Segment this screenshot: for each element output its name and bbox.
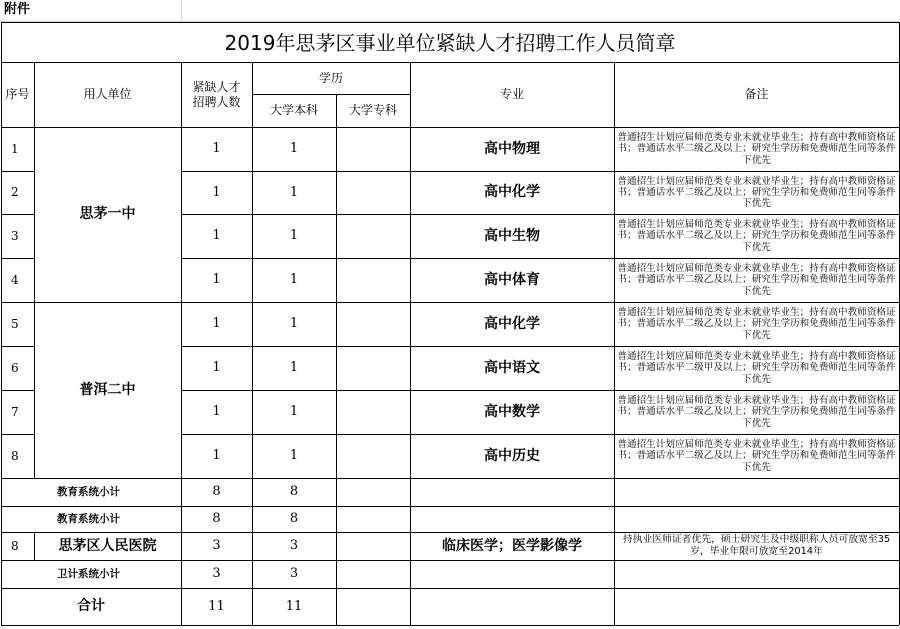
- grid-line: [614, 390, 615, 434]
- row-note: 普通招生计划应届师范类专业未就业毕业生；持有高中教师资格证书；普通话水平二级乙及以上；研究生学历和免费师范生同等条件下优先: [617, 175, 896, 210]
- grid-line: [252, 560, 253, 588]
- grid-line: [410, 560, 411, 588]
- grid-line: [410, 62, 411, 127]
- grid-line: [336, 171, 337, 214]
- grid-line: [1, 127, 899, 128]
- row-college: [336, 434, 410, 478]
- row-college: [336, 258, 410, 302]
- grid-line: [1, 588, 899, 589]
- grid-line: [614, 171, 615, 214]
- subtotal-bachelor: 3: [289, 566, 299, 582]
- grid-line: [410, 588, 411, 625]
- row-index: 3: [11, 228, 19, 243]
- grid-line: [252, 506, 253, 532]
- grid-line: [1, 506, 899, 507]
- grid-line: [34, 302, 35, 346]
- row-index: 1: [11, 141, 19, 156]
- row-index: 8: [11, 448, 19, 463]
- grid-line: [181, 214, 899, 215]
- grid-line: [614, 346, 615, 390]
- row-bachelor: 1: [289, 184, 299, 200]
- grid-line: [181, 390, 899, 391]
- grid-line: [410, 478, 411, 506]
- grid-line: [410, 171, 411, 214]
- subtotal-label: 教育系统小计: [57, 512, 120, 525]
- grid-line: [34, 434, 35, 478]
- sheet-gridline: [181, 0, 182, 22]
- subtotal-label: 教育系统小计: [57, 485, 120, 498]
- grid-line: [252, 588, 253, 625]
- grid-line: [181, 532, 182, 560]
- grid-line: [1, 302, 899, 303]
- grid-line: [252, 127, 253, 171]
- grid-line: [614, 258, 615, 302]
- row-bachelor: 1: [289, 316, 299, 332]
- total-label: 合计: [77, 598, 105, 615]
- grid-line: [336, 532, 337, 560]
- grid-line: [336, 588, 337, 625]
- row-college: [336, 390, 410, 434]
- row-major: 高中语文: [484, 359, 540, 376]
- subtotal-count: 8: [212, 511, 221, 527]
- row-bachelor: 1: [289, 228, 299, 244]
- row-count: 1: [212, 228, 221, 244]
- grid-line: [34, 346, 35, 390]
- row-major: 高中化学: [484, 184, 540, 201]
- grid-line: [181, 346, 182, 390]
- grid-line: [614, 478, 615, 506]
- row-note: 普通招生计划应届师范类专业未就业毕业生；持有高中教师资格证书；普通话水平二级乙及以上；研究生学历和免费师范生同等条件下优先: [617, 439, 896, 473]
- grid-line: [181, 171, 182, 214]
- row-bachelor: 1: [289, 272, 299, 288]
- grid-line: [336, 346, 337, 390]
- row-index: 6: [11, 360, 19, 375]
- row-college: [336, 214, 410, 258]
- grid-line: [410, 302, 411, 346]
- row-bachelor: 1: [289, 448, 299, 464]
- grid-line: [336, 506, 337, 532]
- row-index: 4: [11, 272, 19, 287]
- grid-line: [336, 390, 337, 434]
- total-count: 11: [208, 598, 225, 614]
- row-bachelor: 1: [289, 404, 299, 420]
- grid-line: [1, 62, 899, 63]
- unit-cell: 普洱二中: [79, 381, 136, 398]
- grid-line: [34, 258, 35, 302]
- row-major: 高中数学: [484, 403, 540, 420]
- subtotal-label: 卫计系统小计: [57, 567, 120, 580]
- grid-line: [614, 506, 615, 532]
- row-count: 1: [212, 360, 221, 376]
- grid-line: [1, 171, 34, 172]
- grid-line: [336, 560, 337, 588]
- grid-line: [410, 258, 411, 302]
- subtotal-bachelor: 8: [289, 484, 299, 500]
- subtotal-count: 8: [212, 484, 221, 500]
- row-note: 普通招生计划应届师范类专业未就业毕业生；持有高中教师资格证书；普通话水平二级乙及以上；研究生学历和免费师范生同等条件下优先: [617, 307, 896, 341]
- grid-line: [410, 127, 411, 171]
- grid-line: [1, 214, 34, 215]
- grid-line: [181, 346, 899, 347]
- grid-line: [1, 625, 899, 626]
- grid-line: [181, 302, 182, 346]
- grid-line: [614, 62, 615, 127]
- row-index: 8: [11, 538, 19, 553]
- grid-line: [181, 434, 899, 435]
- grid-line: [252, 478, 253, 506]
- header-note: 备注: [744, 87, 769, 102]
- header-bachelor: 大学本科: [269, 103, 318, 118]
- header-unit: 用人单位: [83, 87, 132, 102]
- grid-line: [181, 560, 182, 588]
- header-count: 紧缺人才招聘人数: [192, 80, 241, 109]
- row-major: 临床医学；医学影像学: [442, 537, 582, 554]
- grid-line: [252, 346, 253, 390]
- grid-line: [614, 127, 615, 171]
- grid-line: [410, 506, 411, 532]
- row-count: 3: [212, 538, 221, 554]
- grid-line: [181, 506, 182, 532]
- grid-line: [336, 478, 337, 506]
- header-college: 大学专科: [348, 103, 397, 118]
- row-count: 1: [212, 141, 221, 157]
- grid-line: [410, 346, 411, 390]
- page-title: 2019年思茅区事业单位紧缺人才招聘工作人员简章: [224, 31, 676, 55]
- row-bachelor: 3: [289, 538, 299, 554]
- grid-line: [1, 532, 899, 533]
- grid-line: [1, 478, 899, 479]
- grid-line: [336, 94, 337, 127]
- row-college: [336, 346, 410, 390]
- grid-line: [181, 214, 182, 258]
- row-index: 2: [11, 185, 19, 200]
- grid-line: [410, 214, 411, 258]
- row-count: 1: [212, 448, 221, 464]
- grid-line: [181, 171, 899, 172]
- grid-line: [181, 258, 182, 302]
- row-major: 高中历史: [484, 447, 540, 464]
- unit-cell: 思茅一中: [79, 206, 136, 223]
- row-college: [336, 302, 410, 346]
- total-bachelor: 11: [285, 598, 303, 614]
- row-note: 持执业医师证者优先，硕士研究生及中级职称人员可放宽至35岁，毕业年限可放宽至2014年: [622, 534, 891, 557]
- grid-line: [614, 532, 615, 560]
- grid-line: [410, 434, 411, 478]
- grid-line: [252, 302, 253, 346]
- header-index: 序号: [5, 87, 30, 102]
- row-index: 7: [11, 404, 19, 419]
- grid-line: [336, 302, 337, 346]
- header-major: 专业: [499, 87, 524, 102]
- grid-line: [34, 532, 35, 560]
- grid-line: [336, 258, 337, 302]
- grid-line: [614, 588, 615, 625]
- grid-line: [614, 560, 615, 588]
- row-count: 1: [212, 184, 221, 200]
- grid-line: [181, 127, 182, 171]
- row-college: [336, 127, 410, 171]
- grid-line: [34, 390, 35, 434]
- grid-line: [252, 434, 253, 478]
- row-count: 1: [212, 272, 221, 288]
- grid-line: [614, 434, 615, 478]
- row-note: 普通招生计划应届师范类专业未就业毕业生；持有高中教师资格证书；普通话水平二级乙及以上；研究生学历和免费师范生同等条件下优先: [617, 395, 896, 429]
- grid-line: [252, 214, 253, 258]
- grid-line: [34, 127, 35, 171]
- row-major: 高中物理: [484, 140, 540, 157]
- grid-line: [336, 214, 337, 258]
- grid-line: [181, 478, 182, 506]
- row-college: [336, 171, 410, 214]
- row-bachelor: 1: [289, 360, 299, 376]
- row-college: [336, 532, 410, 560]
- row-count: 1: [212, 316, 221, 332]
- grid-line: [252, 94, 410, 95]
- row-note: 普通招生计划应届师范类专业未就业毕业生；持有高中教师资格证书；普通话水平二级乙及以上；研究生学历和免费师范生同等条件下优先: [617, 132, 896, 166]
- grid-line: [34, 171, 35, 214]
- row-bachelor: 1: [289, 141, 299, 157]
- grid-line: [252, 390, 253, 434]
- grid-line: [1, 258, 34, 259]
- grid-line: [1, 390, 34, 391]
- row-note: 普通招生计划应届师范类专业未就业毕业生；持有高中教师资格证书；普通话水平二级甲及以上；研究生学历和免费师范生同等条件下优先: [617, 351, 896, 385]
- grid-line: [614, 302, 615, 346]
- grid-line: [336, 434, 337, 478]
- grid-line: [614, 214, 615, 258]
- grid-line: [410, 532, 411, 560]
- grid-line: [1, 346, 34, 347]
- grid-line: [181, 390, 182, 434]
- grid-line: [1, 22, 2, 625]
- grid-line: [410, 390, 411, 434]
- grid-line: [1, 434, 34, 435]
- subtotal-bachelor: 8: [289, 511, 299, 527]
- grid-line: [252, 258, 253, 302]
- grid-line: [336, 127, 337, 171]
- row-index: 5: [11, 316, 19, 331]
- grid-line: [1, 560, 899, 561]
- grid-line: [252, 171, 253, 214]
- grid-line: [34, 214, 35, 258]
- row-note: 普通招生计划应届师范类专业未就业毕业生；持有高中教师资格证书；普通话水平二级乙及以上；研究生学历和免费师范生同等条件下优先: [617, 219, 896, 253]
- grid-line: [34, 62, 35, 127]
- row-count: 1: [212, 404, 221, 420]
- attachment-label: 附件: [4, 2, 31, 18]
- unit-cell: 思茅区人民医院: [58, 537, 157, 554]
- grid-line: [181, 588, 182, 625]
- header-education: 学历: [318, 70, 343, 85]
- row-note: 普通招生计划应届师范类专业未就业毕业生；持有高中教师资格证书；普通话水平二级乙及以上；研究生学历和免费师范生同等条件下优先: [617, 263, 896, 297]
- grid-line: [181, 62, 182, 127]
- subtotal-count: 3: [212, 566, 221, 582]
- grid-line: [181, 258, 899, 259]
- row-major: 高中体育: [484, 271, 540, 288]
- row-major: 高中化学: [484, 315, 540, 332]
- grid-line: [252, 532, 253, 560]
- grid-line: [181, 434, 182, 478]
- grid-line: [1, 22, 899, 23]
- row-major: 高中生物: [484, 227, 540, 244]
